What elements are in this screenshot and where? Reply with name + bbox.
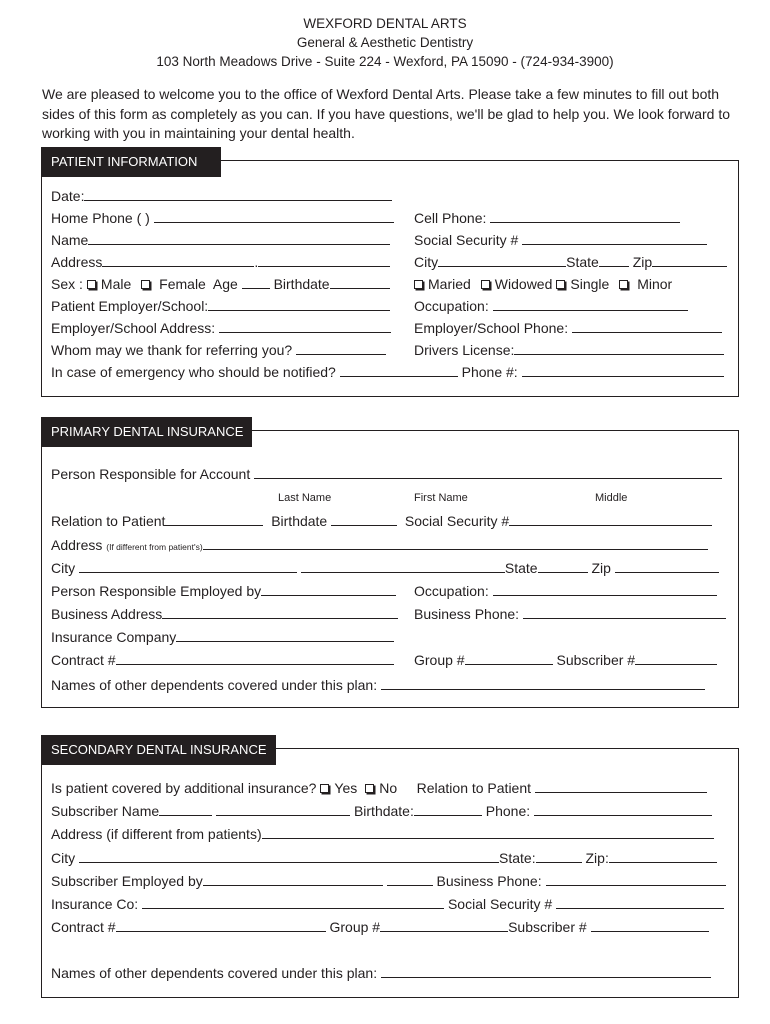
cell-phone-label: Cell Phone: <box>414 210 487 226</box>
widowed-checkbox[interactable] <box>481 280 490 289</box>
birthdate-label: Birthdate <box>273 276 330 292</box>
contract-row <box>51 918 709 936</box>
male-checkbox[interactable] <box>87 280 96 289</box>
cell-phone-field[interactable] <box>490 210 680 223</box>
address-field[interactable] <box>102 254 254 267</box>
birthdate-label: Birthdate <box>271 513 328 529</box>
employer-address-label: Employer/School Address: <box>51 320 216 336</box>
state-label: State <box>504 560 538 576</box>
contract-field[interactable] <box>116 652 394 665</box>
letterhead <box>0 14 770 71</box>
zip-label: Zip <box>632 254 653 270</box>
section-title-patient: PATIENT INFORMATION <box>41 147 221 177</box>
city-row <box>414 253 727 271</box>
home-phone-row <box>51 209 394 227</box>
dependents-row <box>51 964 711 982</box>
business-phone-row <box>414 605 726 623</box>
welcome-paragraph: We are pleased to welcome you to the office of Wexford Dental Arts. Please take a few minutes to fill out both sides of this form as completely as you can. If you have questions, we'll be glad to help you. We look forward to working with you in maintaining your dental health. <box>42 86 730 141</box>
employer-phone-field[interactable] <box>572 320 722 333</box>
birthdate-label: Birthdate: <box>353 803 414 819</box>
yes-label: Yes <box>334 780 358 796</box>
single-checkbox[interactable] <box>556 280 565 289</box>
subscriber-field[interactable] <box>635 652 717 665</box>
relation-label: Relation to Patient <box>51 513 166 529</box>
covered-label: Is patient covered by additional insurance? <box>51 780 317 796</box>
referral-row <box>51 341 386 359</box>
employed-by-field-2[interactable] <box>387 873 433 886</box>
city-field[interactable] <box>79 560 297 573</box>
license-field[interactable] <box>514 342 724 355</box>
occupation-label: Occupation: <box>414 583 489 599</box>
zip-field[interactable] <box>609 850 717 863</box>
address-dot: . <box>254 254 259 270</box>
occupation-field[interactable] <box>493 583 717 596</box>
group-row <box>414 651 717 669</box>
address-label: Address (if different from patients) <box>51 826 262 842</box>
address-field[interactable] <box>203 537 708 550</box>
date-row <box>51 187 392 205</box>
age-label: Age <box>212 276 238 292</box>
ssn-label: Social Security # <box>414 232 519 248</box>
employed-by-label: Person Responsible Employed by <box>51 583 262 599</box>
business-address-label: Business Address <box>51 606 163 622</box>
last-name-caption: Last Name <box>278 492 332 504</box>
section-title-primary: PRIMARY DENTAL INSURANCE <box>41 417 252 447</box>
license-row <box>414 341 724 359</box>
address-row <box>51 253 390 271</box>
emergency-phone-label: Phone #: <box>461 364 518 380</box>
employer-row <box>51 297 390 315</box>
marital-row <box>410 275 672 293</box>
address-label: Address <box>51 254 103 270</box>
ssn-field[interactable] <box>509 513 712 526</box>
birthdate-field[interactable] <box>331 513 397 526</box>
employed-by-field[interactable] <box>203 873 383 886</box>
contract-field[interactable] <box>116 919 326 932</box>
first-name-caption: First Name <box>414 492 468 504</box>
subscriber-name-field-2[interactable] <box>216 803 350 816</box>
zip-field[interactable] <box>615 560 719 573</box>
referral-field[interactable] <box>296 342 386 355</box>
city-field-2[interactable] <box>301 560 505 573</box>
responsible-row <box>51 465 722 483</box>
married-checkbox[interactable] <box>414 280 423 289</box>
address-note: (If different from patient's) <box>106 542 203 552</box>
relation-label: Relation to Patient <box>416 780 532 796</box>
dependents-row <box>51 676 705 694</box>
practice-tagline: General & Aesthetic Dentistry <box>296 35 474 50</box>
city-field[interactable] <box>438 254 566 267</box>
yes-checkbox[interactable] <box>320 784 329 793</box>
group-field[interactable] <box>380 919 508 932</box>
single-label: Single <box>570 276 610 292</box>
contract-label: Contract # <box>51 652 116 668</box>
emergency-label: In case of emergency who should be notified? <box>51 364 336 380</box>
dependents-label: Names of other dependents covered under this plan: <box>51 677 378 693</box>
minor-label: Minor <box>637 276 673 292</box>
business-address-row <box>51 605 398 623</box>
dependents-field[interactable] <box>381 965 711 978</box>
minor-checkbox[interactable] <box>619 280 628 289</box>
section-title-secondary: SECONDARY DENTAL INSURANCE <box>41 735 276 765</box>
emergency-row <box>51 363 724 381</box>
contract-label: Contract # <box>51 919 116 935</box>
employed-by-row <box>51 872 726 890</box>
middle-caption: Middle <box>595 492 628 504</box>
city-field[interactable] <box>79 850 499 863</box>
employer-address-field[interactable] <box>219 320 391 333</box>
city-label: City <box>51 560 76 576</box>
home-phone-label: Home Phone ( ) <box>51 210 150 226</box>
employer-address-row <box>51 319 391 337</box>
cell-phone-row <box>414 209 680 227</box>
group-label: Group # <box>414 652 465 668</box>
practice-address: 103 North Meadows Drive - Suite 224 - Wexford, PA 15090 - (724-934-3900) <box>156 54 614 69</box>
employer-field[interactable] <box>208 298 390 311</box>
insurance-company-label: Insurance Company <box>51 629 177 645</box>
age-field[interactable] <box>242 276 270 289</box>
phone-field[interactable] <box>534 803 712 816</box>
date-field[interactable] <box>84 188 392 201</box>
occupation-row <box>414 297 688 315</box>
insurance-co-field[interactable] <box>142 896 444 909</box>
ssn-field[interactable] <box>522 232 707 245</box>
city-row <box>51 849 717 867</box>
business-phone-field[interactable] <box>546 873 726 886</box>
subscriber-field[interactable] <box>591 919 709 932</box>
address-field-2[interactable] <box>258 254 390 267</box>
city-label: City <box>414 254 439 270</box>
ssn-label: Social Security # <box>447 896 553 912</box>
female-label: Female <box>159 276 206 292</box>
no-checkbox[interactable] <box>365 784 374 793</box>
subscriber-label: Subscriber # <box>508 919 587 935</box>
address-label: Address <box>51 537 103 553</box>
city-label: City <box>51 850 76 866</box>
insurance-co-row <box>51 895 724 913</box>
zip-field[interactable] <box>652 254 727 267</box>
employed-by-label: Subscriber Employed by <box>51 873 203 889</box>
city-row <box>51 559 719 577</box>
no-label: No <box>379 780 398 796</box>
state-label: State <box>566 254 599 270</box>
dependents-label: Names of other dependents covered under this plan: <box>51 965 378 981</box>
practice-name: WEXFORD DENTAL ARTS <box>303 16 467 31</box>
responsible-field[interactable] <box>254 466 722 479</box>
zip-label: Zip: <box>585 850 609 866</box>
insurance-company-row <box>51 628 394 646</box>
employer-label: Patient Employer/School: <box>51 298 209 314</box>
ssn-row <box>414 231 707 249</box>
license-label: Drivers License: <box>414 342 515 358</box>
employer-phone-row <box>414 319 722 337</box>
date-label: Date: <box>51 188 85 204</box>
home-phone-field[interactable] <box>154 210 394 223</box>
referral-label: Whom may we thank for referring you? <box>51 342 293 358</box>
state-field[interactable] <box>599 254 629 267</box>
birthdate-field[interactable] <box>414 803 482 816</box>
relation-row <box>51 512 712 530</box>
ssn-field[interactable] <box>556 896 724 909</box>
occupation-row <box>414 582 717 600</box>
business-phone-label: Business Phone: <box>436 873 542 889</box>
emergency-field[interactable] <box>340 364 458 377</box>
business-phone-label: Business Phone: <box>414 606 520 622</box>
occupation-label: Occupation: <box>414 298 489 314</box>
insurance-co-label: Insurance Co: <box>51 896 139 912</box>
address-row <box>51 536 708 556</box>
state-field[interactable] <box>536 850 582 863</box>
female-checkbox[interactable] <box>141 280 150 289</box>
state-field[interactable] <box>538 560 588 573</box>
name-field[interactable] <box>88 232 390 245</box>
relation-field[interactable] <box>535 780 707 793</box>
group-field[interactable] <box>465 652 553 665</box>
subscriber-name-label: Subscriber Name <box>51 803 160 819</box>
employed-by-field[interactable] <box>261 583 396 596</box>
birthdate-field[interactable] <box>330 276 390 289</box>
dependents-field[interactable] <box>381 677 705 690</box>
widowed-label: Widowed <box>494 276 553 292</box>
employer-phone-label: Employer/School Phone: <box>414 320 569 336</box>
subscriber-name-field[interactable] <box>159 803 212 816</box>
sex-label: Sex : <box>51 276 83 292</box>
name-row <box>51 231 390 249</box>
married-label: Maried <box>428 276 471 292</box>
zip-label: Zip <box>591 560 611 576</box>
relation-field[interactable] <box>165 513 263 526</box>
male-label: Male <box>100 276 132 292</box>
subscriber-name-row <box>51 802 712 820</box>
employed-by-row <box>51 582 396 600</box>
address-row <box>51 825 714 843</box>
subscriber-label: Subscriber # <box>556 652 636 668</box>
covered-row <box>51 779 707 797</box>
state-label: State: <box>499 850 536 866</box>
insurance-company-field[interactable] <box>176 629 394 642</box>
name-label: Name <box>51 232 89 248</box>
emergency-phone-field[interactable] <box>522 364 724 377</box>
occupation-field[interactable] <box>493 298 688 311</box>
business-phone-field[interactable] <box>523 606 726 619</box>
contract-row <box>51 651 394 669</box>
sex-row <box>51 275 390 293</box>
business-address-field[interactable] <box>162 606 398 619</box>
address-field[interactable] <box>262 826 714 839</box>
group-label: Group # <box>329 919 381 935</box>
responsible-label: Person Responsible for Account <box>51 466 251 482</box>
phone-label: Phone: <box>485 803 531 819</box>
ssn-label: Social Security # <box>404 513 510 529</box>
